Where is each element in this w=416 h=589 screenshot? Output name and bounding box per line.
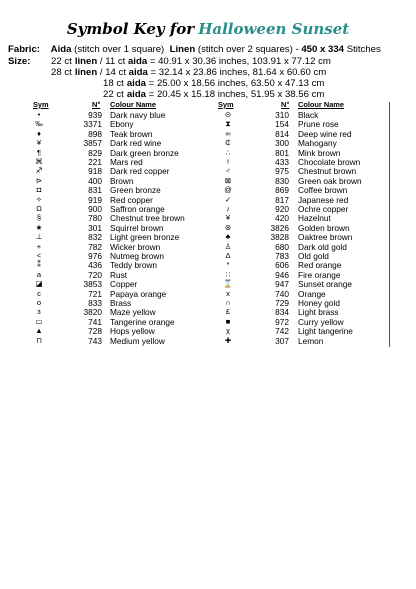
symbol-icon: • bbox=[37, 110, 41, 119]
symbol-icon: ✓ bbox=[224, 194, 232, 204]
symbol-icon: ⊳ bbox=[35, 175, 43, 185]
thread-number: 830 bbox=[275, 175, 289, 186]
symbol-icon: + bbox=[36, 241, 42, 251]
thread-number: 976 bbox=[88, 251, 102, 261]
size-fabric: linen bbox=[74, 67, 98, 78]
thread-number: 728 bbox=[88, 326, 102, 337]
size-fabric2: aida bbox=[127, 56, 148, 67]
symbol-icon: ∩ bbox=[225, 298, 231, 307]
colour-name: Tangerine orange bbox=[110, 316, 175, 327]
size-line bbox=[103, 78, 324, 89]
colour-name: Honey gold bbox=[298, 298, 340, 308]
thread-number: 975 bbox=[275, 166, 289, 177]
thread-number: 833 bbox=[88, 298, 102, 308]
colour-name: Teddy brown bbox=[110, 260, 158, 271]
colour-name: Rust bbox=[110, 269, 128, 280]
stitches-suffix: Stitches bbox=[346, 44, 381, 55]
size-line bbox=[51, 67, 326, 78]
thread-number: 307 bbox=[275, 335, 289, 346]
colour-name: Coffee brown bbox=[298, 185, 348, 196]
thread-number: 918 bbox=[88, 166, 102, 177]
symbol-icon: * bbox=[226, 260, 230, 270]
colour-row bbox=[0, 336, 416, 346]
colour-name: Hops yellow bbox=[110, 326, 155, 337]
symbol-icon: ₵ bbox=[225, 138, 231, 148]
title-prefix: Symbol Key for bbox=[66, 20, 195, 38]
symbol-icon: ♐ bbox=[35, 166, 43, 176]
colour-name: Dark navy blue bbox=[110, 110, 166, 120]
colour-name: Nutmeg brown bbox=[110, 251, 164, 261]
size-label: Size: bbox=[8, 56, 31, 67]
symbol-icon: ¥ bbox=[225, 213, 231, 223]
symbol-icon: ⊛ bbox=[224, 222, 232, 232]
symbol-icon: ɜ bbox=[37, 307, 41, 317]
colour-name: Prune rose bbox=[298, 119, 339, 130]
thread-number: 300 bbox=[275, 138, 289, 149]
thread-number: 898 bbox=[88, 128, 102, 139]
symbol-icon: o bbox=[36, 298, 42, 307]
symbol-icon: ⊠ bbox=[224, 175, 232, 185]
thread-number: 919 bbox=[88, 194, 102, 205]
colour-name: Curry yellow bbox=[298, 316, 344, 327]
colour-name: Chocolate brown bbox=[298, 157, 361, 167]
colour-name: Red orange bbox=[298, 260, 342, 271]
thread-number: 972 bbox=[275, 316, 289, 327]
size-dims: = 40.91 x 30.36 inches, 103.91 x 77.12 cm bbox=[147, 56, 331, 67]
thread-number: 939 bbox=[88, 110, 102, 120]
colour-name: Sunset orange bbox=[298, 279, 352, 290]
colour-name: Light brass bbox=[298, 307, 339, 318]
size-dims: = 25.00 x 18.56 inches, 63.50 x 47.13 cm bbox=[146, 78, 325, 89]
fabric-aida-note: (stitch over 1 square) bbox=[74, 44, 165, 55]
colour-name: Copper bbox=[110, 279, 138, 290]
symbol-icon: ⌛ bbox=[223, 279, 233, 289]
thread-number: 947 bbox=[275, 279, 289, 290]
thread-number: 3828 bbox=[270, 232, 289, 243]
colour-name: Light tangerine bbox=[298, 326, 353, 337]
colour-name: Maze yellow bbox=[110, 307, 156, 318]
thread-number: 817 bbox=[275, 194, 289, 205]
size-fabric2: aida bbox=[126, 78, 147, 89]
header-name-right: Colour Name bbox=[298, 100, 344, 109]
size-count: 18 ct bbox=[103, 78, 124, 89]
symbol-icon: ♪ bbox=[226, 204, 230, 213]
colour-name: Golden brown bbox=[298, 222, 350, 233]
thread-number: 829 bbox=[88, 147, 102, 158]
thread-number: 400 bbox=[88, 175, 102, 186]
stitch-count: 450 x 334 bbox=[301, 44, 345, 55]
symbol-icon: ⁑ bbox=[37, 260, 41, 270]
thread-number: 154 bbox=[275, 119, 289, 130]
size-line bbox=[103, 89, 324, 100]
colour-name: Deep wine red bbox=[298, 128, 352, 139]
colour-name: Teak brown bbox=[110, 128, 153, 139]
symbol-icon: ■ bbox=[225, 316, 231, 326]
colour-name: Mars red bbox=[110, 157, 143, 167]
symbol-icon: ⌘ bbox=[35, 157, 43, 166]
symbol-icon: ★ bbox=[35, 222, 43, 232]
symbol-icon: ⧗ bbox=[225, 119, 231, 129]
symbol-icon: x bbox=[226, 288, 230, 298]
colour-name: Mahogany bbox=[298, 138, 337, 149]
symbol-icon: § bbox=[36, 213, 42, 223]
thread-number: 436 bbox=[88, 260, 102, 271]
colour-name: Chestnut brown bbox=[298, 166, 357, 177]
colour-name: Hazelnut bbox=[298, 213, 331, 224]
colour-name: Light green bronze bbox=[110, 232, 180, 243]
colour-name: Japanese red bbox=[298, 194, 349, 205]
colour-name: Papaya orange bbox=[110, 288, 167, 299]
colour-name: Chestnut tree brown bbox=[110, 213, 185, 224]
thread-number: 783 bbox=[275, 251, 289, 261]
fabric-linen-note: (stitch over 2 squares) - bbox=[197, 44, 299, 55]
size-dims: = 32.14 x 23.86 inches, 81.64 x 60.60 cm bbox=[147, 67, 327, 78]
symbol-icon: ⊓ bbox=[36, 335, 42, 345]
symbol-icon: c bbox=[37, 288, 41, 298]
colour-name: Mink brown bbox=[298, 147, 341, 158]
colour-name: Dark old gold bbox=[298, 241, 347, 252]
colour-name: Ebony bbox=[110, 119, 134, 130]
symbol-icon: ♣ bbox=[225, 232, 231, 242]
symbol-icon: £ bbox=[225, 307, 231, 317]
symbol-icon: ◘ bbox=[36, 185, 42, 195]
symbol-icon: ♂ bbox=[225, 166, 231, 176]
symbol-icon: ▭ bbox=[35, 316, 43, 326]
thread-number: 741 bbox=[88, 316, 102, 327]
thread-number: 721 bbox=[88, 288, 102, 299]
thread-number: 831 bbox=[88, 185, 102, 196]
colour-name: Oaktree brown bbox=[298, 232, 353, 243]
symbol-icon: ⊥ bbox=[35, 232, 43, 242]
colour-name: Dark red wine bbox=[110, 138, 162, 149]
size-fabric: linen bbox=[74, 56, 98, 67]
size-line bbox=[51, 56, 331, 67]
symbol-icon: a bbox=[36, 269, 42, 279]
thread-number: 3857 bbox=[83, 138, 102, 149]
fabric-label: Fabric: bbox=[8, 44, 40, 55]
size-dims: = 20.45 x 15.18 inches, 51.95 x 38.56 cm bbox=[146, 89, 325, 100]
thread-number: 221 bbox=[88, 157, 102, 167]
size-count: 22 ct bbox=[103, 89, 124, 100]
thread-number: 720 bbox=[88, 269, 102, 280]
symbol-icon: ♦ bbox=[37, 128, 41, 138]
colour-name: Green bronze bbox=[110, 185, 161, 196]
colour-name: Brass bbox=[110, 298, 132, 308]
thread-number: 742 bbox=[275, 326, 289, 337]
header-sym-right: Sym bbox=[218, 100, 234, 109]
header-sym-left: Sym bbox=[33, 100, 49, 109]
symbol-icon: ✧ bbox=[35, 194, 43, 204]
header-num-left: N° bbox=[92, 100, 101, 109]
size-count: 28 ct bbox=[51, 67, 72, 78]
symbol-icon: ‰ bbox=[35, 119, 43, 129]
colour-name: Dark red copper bbox=[110, 166, 170, 177]
symbol-icon: ∞ bbox=[225, 128, 231, 138]
colour-name: Brown bbox=[110, 175, 134, 186]
size-sep: / 14 ct bbox=[97, 67, 129, 78]
thread-number: 420 bbox=[275, 213, 289, 224]
thread-number: 3853 bbox=[83, 279, 102, 290]
fabric-aida: Aida bbox=[50, 44, 72, 55]
symbol-icon: ⊝ bbox=[224, 110, 232, 119]
thread-number: 834 bbox=[275, 307, 289, 318]
colour-name: Orange bbox=[298, 288, 326, 299]
colour-name: Old gold bbox=[298, 251, 329, 261]
thread-number: 433 bbox=[275, 157, 289, 167]
colour-name: Green oak brown bbox=[298, 175, 362, 186]
symbol-icon: ▲ bbox=[35, 326, 43, 336]
colour-name: Saffron orange bbox=[110, 204, 165, 214]
thread-number: 3826 bbox=[270, 222, 289, 233]
thread-number: 3371 bbox=[83, 119, 102, 130]
thread-number: 740 bbox=[275, 288, 289, 299]
colour-name: Black bbox=[298, 110, 319, 120]
thread-number: 780 bbox=[88, 213, 102, 224]
size-label-line bbox=[8, 56, 30, 67]
symbol-icon: ♙ bbox=[224, 241, 232, 251]
thread-number: 900 bbox=[88, 204, 102, 214]
size-sep: / 11 ct bbox=[97, 56, 128, 67]
page-title bbox=[0, 20, 416, 38]
thread-number: 832 bbox=[88, 232, 102, 243]
title-pattern-name: Halloween Sunset bbox=[198, 20, 350, 38]
thread-number: 301 bbox=[88, 222, 102, 233]
colour-name: Medium yellow bbox=[110, 335, 165, 346]
symbol-icon: ♮ bbox=[226, 157, 230, 166]
thread-number: 782 bbox=[88, 241, 102, 252]
symbol-icon: ✚ bbox=[224, 335, 232, 345]
symbol-icon: χ bbox=[226, 326, 230, 336]
thread-number: 814 bbox=[275, 128, 289, 139]
size-count: 22 ct bbox=[51, 56, 72, 67]
size-fabric2: aida bbox=[128, 67, 148, 78]
header-name-left: Colour Name bbox=[110, 100, 156, 109]
thread-number: 743 bbox=[88, 335, 102, 346]
colour-name: Dark green bronze bbox=[110, 147, 179, 158]
symbol-icon: ∷ bbox=[225, 269, 231, 279]
symbol-icon: Δ bbox=[225, 251, 231, 260]
thread-number: 680 bbox=[275, 241, 289, 252]
colour-name: Squirrel brown bbox=[110, 222, 164, 233]
symbol-icon: Ω bbox=[36, 204, 42, 213]
thread-number: 729 bbox=[275, 298, 289, 308]
thread-number: 606 bbox=[275, 260, 289, 271]
colour-name: Wicker brown bbox=[110, 241, 161, 252]
fabric-linen: Linen bbox=[169, 44, 196, 55]
thread-number: 920 bbox=[275, 204, 289, 214]
symbol-icon: ¥ bbox=[36, 138, 42, 148]
thread-number: 3820 bbox=[83, 307, 102, 318]
symbol-icon: @ bbox=[224, 185, 232, 195]
size-fabric2: aida bbox=[126, 89, 147, 100]
fabric-line bbox=[8, 44, 381, 55]
colour-name: Ochre copper bbox=[298, 204, 349, 214]
symbol-icon: ∴ bbox=[225, 147, 231, 157]
colour-name: Fire orange bbox=[298, 269, 341, 280]
thread-number: 801 bbox=[275, 147, 289, 158]
header-num-right: N° bbox=[281, 100, 290, 109]
symbol-icon: < bbox=[36, 251, 42, 260]
thread-number: 869 bbox=[275, 185, 289, 196]
thread-number: 946 bbox=[275, 269, 289, 280]
thread-number: 310 bbox=[275, 110, 289, 120]
colour-name: Red copper bbox=[110, 194, 153, 205]
symbol-icon: ¶ bbox=[36, 147, 42, 157]
symbol-icon: ◪ bbox=[35, 279, 43, 289]
colour-name: Lemon bbox=[298, 335, 324, 346]
